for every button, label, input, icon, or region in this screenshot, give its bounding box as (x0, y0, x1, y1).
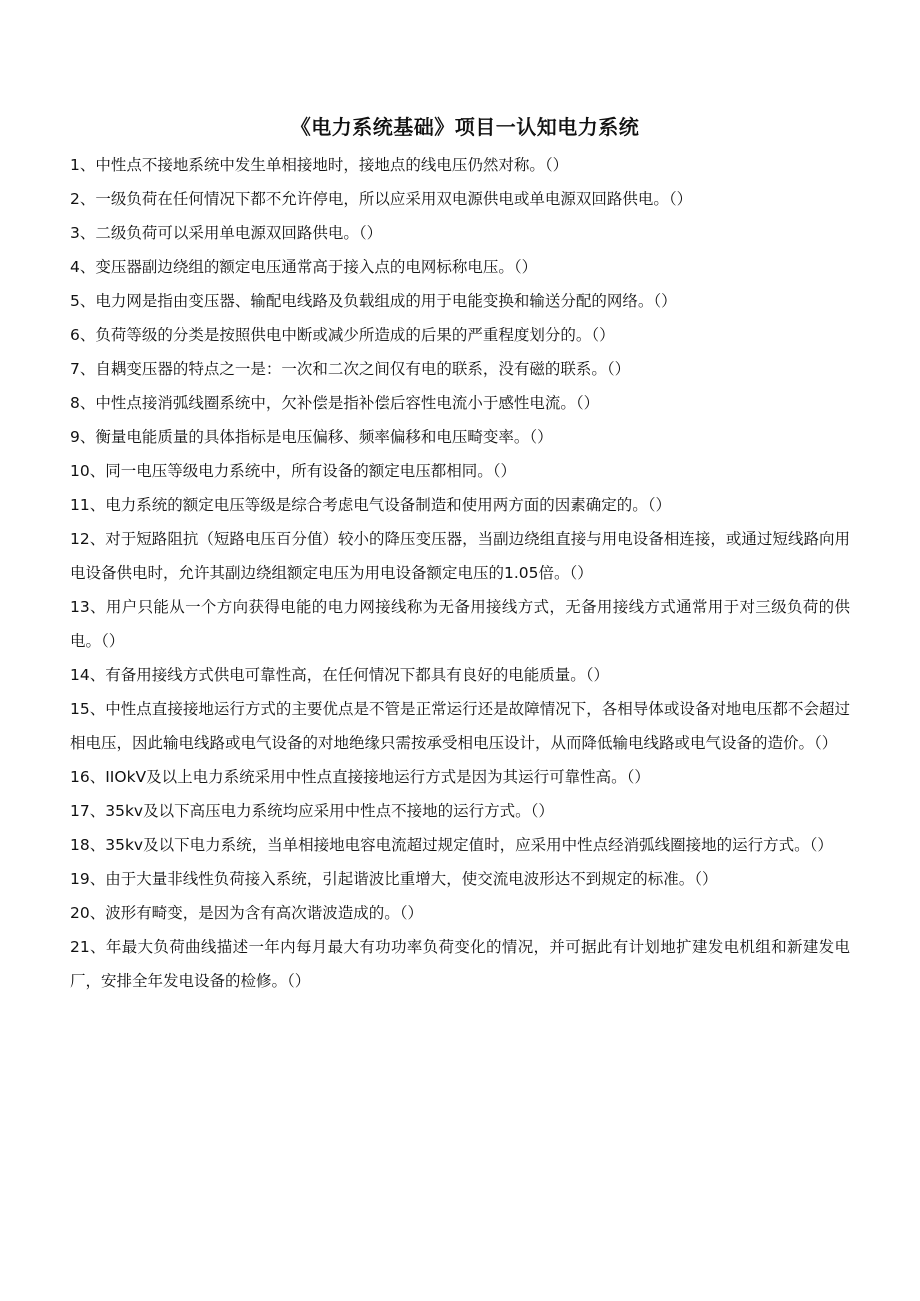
document-page (70, 112, 850, 998)
question-item: 2、一级负荷在任何情况下都不允许停电，所以应采用双电源供电或单电源双回路供电。（） (70, 190, 693, 208)
question-list (70, 148, 850, 998)
question-item: 11、电力系统的额定电压等级是综合考虑电气设备制造和使用两方面的因素确定的。（） (70, 496, 671, 514)
question-item: 6、负荷等级的分类是按照供电中断或减少所造成的后果的严重程度划分的。（） (70, 326, 615, 344)
question-item: 7、自耦变压器的特点之一是：一次和二次之间仅有电的联系，没有磁的联系。（） (70, 360, 631, 378)
question-item: 3、二级负荷可以采用单电源双回路供电。（） (70, 224, 383, 242)
question-item: 13、用户只能从一个方向获得电能的电力网接线称为无备用接线方式，无备用接线方式通常用于对三级负荷的供电。（） (70, 598, 850, 650)
question-item: 8、中性点接消弧线圈系统中，欠补偿是指补偿后容性电流小于感性电流。（） (70, 394, 600, 412)
question-item: 16、IIOkV及以上电力系统采用中性点直接接地运行方式是因为其运行可靠性高。（） (70, 768, 650, 786)
question-item: 10、同一电压等级电力系统中，所有设备的额定电压都相同。（） (70, 462, 516, 480)
question-item: 21、年最大负荷曲线描述一年内每月最大有功功率负荷变化的情况，并可据此有计划地扩建发电机组和新建发电厂，安排全年发电设备的检修。（） (70, 938, 850, 990)
document-title: 《电力系统基础》项目一认知电力系统 (290, 115, 640, 139)
question-item: 19、由于大量非线性负荷接入系统，引起谐波比重增大，使交流电波形达不到规定的标准。（） (70, 870, 718, 888)
question-item: 20、波形有畸变，是因为含有高次谐波造成的。（） (70, 904, 423, 922)
question-item: 12、对于短路阻抗（短路电压百分值）较小的降压变压器，当副边绕组直接与用电设备相连接，或通过短线路向用电设备供电时，允许其副边绕组额定电压为用电设备额定电压的1.05倍。（） (70, 530, 850, 582)
question-item: 18、35kv及以下电力系统，当单相接地电容电流超过规定值时，应采用中性点经消弧线圈接地的运行方式。（） (70, 836, 833, 854)
question-item: 15、中性点直接接地运行方式的主要优点是不管是正常运行还是故障情况下，各相导体或设备对地电压都不会超过相电压，因此输电线路或电气设备的对地绝缘只需按承受相电压设计，从而降低输电线路或电气设备的造价。（） (70, 700, 850, 752)
question-item: 5、电力网是指由变压器、输配电线路及负载组成的用于电能变换和输送分配的网络。（） (70, 292, 677, 310)
question-item: 17、35kv及以下高压电力系统均应采用中性点不接地的运行方式。（） (70, 802, 554, 820)
question-item: 9、衡量电能质量的具体指标是电压偏移、频率偏移和电压畸变率。（） (70, 428, 553, 446)
question-item: 4、变压器副边绕组的额定电压通常高于接入点的电网标称电压。（） (70, 258, 538, 276)
question-item: 1、中性点不接地系统中发生单相接地时，接地点的线电压仍然对称。（） (70, 156, 569, 174)
question-item: 14、有备用接线方式供电可靠性高，在任何情况下都具有良好的电能质量。（） (70, 666, 609, 684)
